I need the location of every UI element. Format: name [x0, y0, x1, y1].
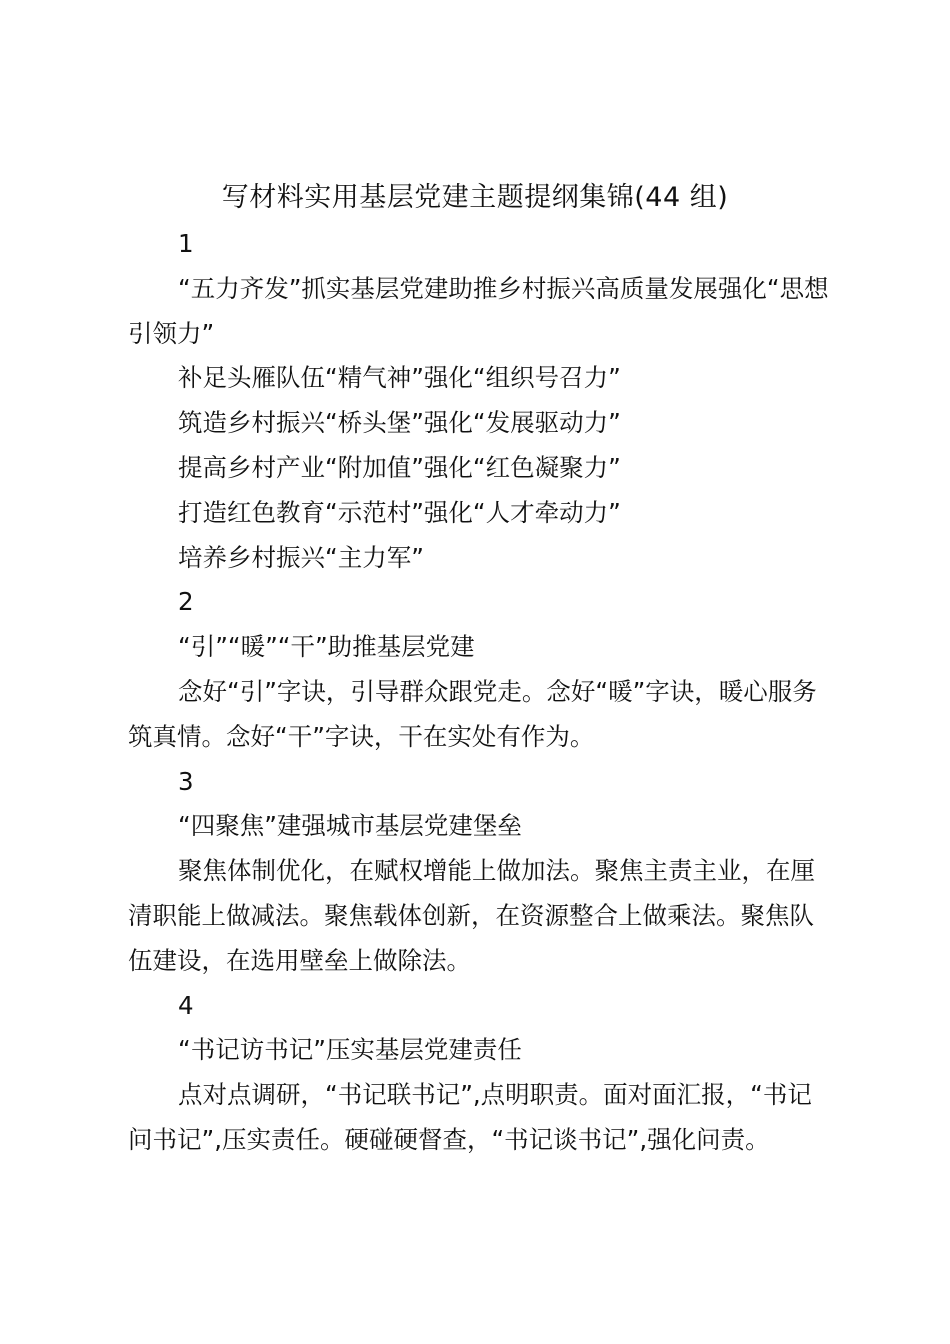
- body-paragraph: 打造红色教育“示范村”强化“人才牵动力”: [178, 497, 621, 527]
- section-heading: “四聚焦”建强城市基层党建堡垒: [178, 811, 522, 841]
- body-paragraph: 培养乡村振兴“主力军”: [178, 542, 424, 572]
- section-heading: “引”“暖”“干”助推基层党建: [178, 632, 475, 662]
- document-body: [128, 222, 836, 1163]
- body-paragraph: 聚焦体制优化，在赋权增能上做加法。聚焦主责主业，在厘清职能上做减法。聚焦载体创新，在资源整合上做乘法。聚焦队伍建设，在选用壁垒上做除法。: [128, 856, 815, 975]
- body-paragraph: 提高乡村产业“附加值”强化“红色凝聚力”: [178, 452, 621, 482]
- section-number: 4: [178, 990, 194, 1020]
- section-heading: “五力齐发”抓实基层党建助推乡村振兴高质量发展强化“思想引领力”: [128, 273, 829, 348]
- document-title: 写材料实用基层党建主题提纲集锦(44 组): [221, 182, 729, 213]
- body-paragraph: 点对点调研，“书记联书记”,点明职责。面对面汇报，“书记问书记”,压实责任。硬碰硬督查，“书记谈书记”,强化问责。: [128, 1080, 812, 1154]
- section-number: 3: [178, 766, 194, 796]
- body-paragraph: 补足头雁队伍“精气神”强化“组织号召力”: [178, 363, 621, 393]
- section-number: 1: [178, 229, 194, 258]
- body-paragraph: 念好“引”字诀，引导群众跟党走。念好“暖”字诀，暖心服务筑真情。念好“干”字诀，干在实处有作为。: [128, 676, 817, 751]
- section-heading: “书记访书记”压实基层党建责任: [178, 1035, 522, 1065]
- section-number: 2: [178, 587, 194, 617]
- body-paragraph: 筑造乡村振兴“桥头堡”强化“发展驱动力”: [178, 408, 621, 438]
